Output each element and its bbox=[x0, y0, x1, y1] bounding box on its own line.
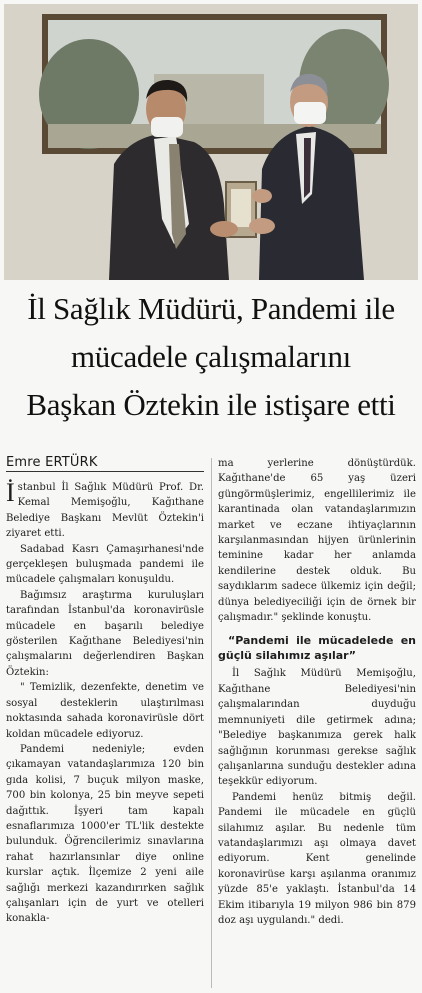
paragraph: " Temizlik, dezenfekte, denetim ve sosyal desteklerin ulaştırılması noktasında sahada koronavirüsle dört koldan mücadele ediyoruz. bbox=[6, 682, 204, 740]
headline-line-2: mücadele çalışmalarını bbox=[70, 339, 351, 374]
paragraph bbox=[6, 480, 204, 542]
article-column-left bbox=[6, 480, 204, 927]
paragraph: Bağımsız araştırma kuruluşları tarafından İstanbul'da koronavirüsle mücadele en başarılı belediye gösterilen Kağıthane Belediyesi'nin çalışmalarını değerlendiren Başkan Öztekin: bbox=[6, 589, 204, 678]
paragraph: ma yerlerine dönüştürdük. Kağıthane'de 65 yaş üzeri güngörmüşlerimiz, engellilerimiz ile karantinada olan vatandaşlarımızın market ve eczane ihtiyaçlarının karşılanmasından hijyen ürünlerinin teminine kadar her anlamda kendilerine destek olduk. Bu saydıklarım sadece ülkemiz için değil; dünya belediyeciliği için de örnek bir çalışmadır." şeklinde konuştu. bbox=[218, 458, 416, 624]
article-subheading: “Pandemi ile mücadelede en güçlü silahımız aşılar” bbox=[218, 634, 416, 663]
paragraph: Pandemi nedeniyle; evden çıkamayan vatandaşlarımıza 120 bin gıda kolisi, 7 buçuk milyon maske, 700 bin kolonya, 25 bin meyve sepeti dağıttık. İşyeri tam kapalı esnaflarımıza 1000'er TL'lik destekte bulunduk. Öğrencilerimiz sınavlarına rahat hazırlansınlar diye online kurslar açtık. İlçemize 2 yeni aile sağlığı merkezi kazandırırken sağlık çalışanları için de yurt ve otelleri konakla- bbox=[6, 743, 204, 925]
paragraph: İl Sağlık Müdürü Memişoğlu, Kağıthane Belediyesi'nin çalışmalarından duyduğu memnuniyeti dile getirmek adına; "Belediye başkanımıza gerek halk sağlığının korunması gerekse sağlık çalışanlarına sunduğu destekler adına teşekkür ediyorum. bbox=[218, 668, 416, 788]
headline-line-1: İl Sağlık Müdürü, Pandemi ile bbox=[27, 291, 395, 326]
drop-cap: İ bbox=[6, 478, 15, 507]
headline-line-3: Başkan Öztekin ile istişare etti bbox=[26, 387, 396, 422]
paragraph-text: stanbul İl Sağlık Müdürü Prof. Dr. Kemal Memişoğlu, Kağıthane Belediye Başkanı Mevlüt Öztekin'i ziyaret etti. bbox=[6, 482, 204, 540]
author-byline: Emre ERTÜRK bbox=[6, 455, 204, 472]
article-headline bbox=[6, 285, 416, 429]
column-divider bbox=[211, 458, 212, 988]
article-column-right bbox=[218, 456, 416, 928]
news-photo bbox=[4, 4, 418, 280]
paragraph: Sadabad Kasrı Çamaşırhanesi'nde gerçekleşen buluşmada pandemi ile mücadele çalışmaları konuşuldu. bbox=[6, 543, 204, 586]
paragraph: Pandemi henüz bitmiş değil. Pandemi ile mücadele en güçlü silahımız aşılar. Bu nedenle tüm vatandaşlarımızı aşı olmaya davet ediyorum. Kent genelinde koronavirüse karşı aşılanma oranımız yüzde 85'e yaklaştı. İstanbul'da 14 Ekim itibarıyla 19 milyon 986 bin 879 doz aşı uygulandı." dedi. bbox=[218, 791, 416, 926]
handshake-photo-icon bbox=[4, 4, 418, 280]
